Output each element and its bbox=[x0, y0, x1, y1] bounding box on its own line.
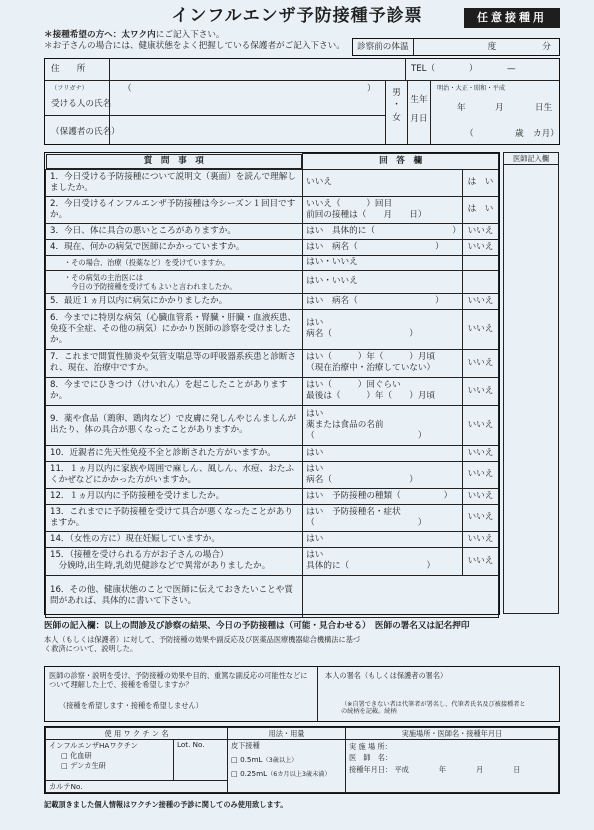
signature-note: （※自署できない者は代筆者が署名し、代筆者氏名及び被接種者との続柄を記載。続柄 bbox=[341, 701, 526, 716]
answer-option[interactable]: いいえ bbox=[463, 223, 499, 239]
date-era: 平成 bbox=[394, 764, 409, 774]
question-row bbox=[46, 488, 499, 504]
furigana-label: （フリガナ） bbox=[51, 85, 88, 92]
question-header: 質 問 事 項 bbox=[46, 154, 303, 169]
furigana-close: ） bbox=[367, 84, 376, 94]
vaccination-record bbox=[44, 726, 560, 794]
answer-field[interactable]: いいえ（ ）回目 前回の接種は（ 月 日） bbox=[303, 196, 463, 223]
temperature-min-label: 分 bbox=[542, 41, 551, 52]
answer-field[interactable]: はい bbox=[303, 445, 463, 461]
birth-year-label: 年 bbox=[457, 103, 466, 113]
answer-field[interactable]: はい・いいえ bbox=[303, 270, 463, 293]
question-row bbox=[46, 196, 499, 223]
dose-option-0-25ml[interactable]: □ 0.25mL bbox=[231, 768, 268, 778]
question-row bbox=[46, 445, 499, 461]
answer-option[interactable]: いいえ bbox=[463, 293, 499, 309]
answer-field[interactable] bbox=[303, 575, 499, 617]
question-row bbox=[46, 293, 499, 309]
temperature-label: 診察前の体温 bbox=[353, 39, 414, 55]
answer-option[interactable]: いいえ bbox=[463, 488, 499, 504]
answer-option[interactable]: は い bbox=[463, 169, 499, 196]
question-row bbox=[46, 270, 499, 293]
address-label: 住 所 bbox=[51, 64, 86, 74]
answer-field[interactable]: はい 病名（ ） bbox=[303, 293, 463, 309]
question-text: 2．今日受けるインフルエンザ予防接種は今シーズン１回目ですか。 bbox=[46, 196, 303, 223]
answer-header: 回 答 欄 bbox=[303, 154, 499, 170]
age-open: （ bbox=[465, 129, 474, 139]
consent-section bbox=[44, 666, 560, 722]
question-text: 7．これまで間質性肺炎や気管支喘息等の呼吸器系疾患と診断され、現在、治療中ですか。 bbox=[46, 349, 303, 377]
birth-month-label: 月 bbox=[495, 103, 504, 113]
doctor-entry-label: 医師の記入欄： bbox=[44, 621, 105, 631]
doctor-entry-section bbox=[44, 621, 560, 653]
doctor-entry-text: 以上の問診及び診察の結果、今日の予防接種は（可能・見合わせる） bbox=[104, 621, 367, 631]
answer-option[interactable]: いいえ bbox=[463, 309, 499, 349]
birth-day-label: 日生 bbox=[535, 103, 553, 113]
question-row bbox=[46, 405, 499, 445]
question-text: ・その場合、治療（投薬など）を受けていますか。 bbox=[46, 255, 303, 270]
question-text: ・その病気の主治医には 今日の予防接種を受けてもよいと言われましたか。 bbox=[46, 270, 303, 293]
answer-field[interactable]: はい・いいえ bbox=[303, 255, 463, 270]
age-months-label: カ月） bbox=[533, 129, 559, 139]
answer-option[interactable] bbox=[463, 270, 499, 293]
dose-note-0-5ml: （3歳以上） bbox=[262, 756, 298, 764]
question-text: 16．その他、健康状態のことで医師に伝えておきたいことや質問があれば、具体的に書いて下さい。 bbox=[46, 575, 303, 617]
answer-field[interactable]: はい（ ）年（ ）月頃 （現在治療中・治療していない） bbox=[303, 349, 463, 377]
birth-label-2: 月日 bbox=[410, 113, 428, 124]
answer-option[interactable]: いいえ bbox=[463, 547, 499, 575]
answer-option[interactable]: いいえ bbox=[463, 461, 499, 488]
consent-text: 医師の診察・説明を受け、予防接種の効果や目的、重篤な副反応の可能性などについて理解した上で、接種を希望しますか？ bbox=[49, 671, 308, 690]
question-row bbox=[46, 239, 499, 255]
doctor-entry-note: 本人（もしくは保護者）に対して、予防接種の効果や副反応及び医薬品医療機器総合機構法に基づく救済について、説明した。 bbox=[44, 635, 361, 654]
vaccine-header: 使 用 ワ ク チ ン 名 bbox=[46, 728, 228, 740]
doctor-sign-label: 医師の署名又は記名押印 bbox=[374, 621, 470, 631]
doctor-notes-column[interactable] bbox=[503, 152, 559, 614]
question-row bbox=[46, 349, 499, 377]
question-row bbox=[46, 223, 499, 239]
instruction-bold: 太ワク内 bbox=[121, 30, 156, 40]
place-label[interactable]: 実 施 場 所： bbox=[349, 742, 392, 752]
answer-option[interactable]: いいえ bbox=[463, 445, 499, 461]
answer-field[interactable]: はい 予防接種の種類（ ） bbox=[303, 488, 463, 504]
sex-dot: ・ bbox=[392, 100, 401, 111]
birth-label bbox=[408, 91, 430, 129]
era-options[interactable]: 明治・大正・昭和・平成 bbox=[437, 85, 506, 92]
vaccine-name: インフルエンザHAワクチン bbox=[49, 741, 138, 751]
answer-field[interactable]: はい 具体的に（ ） bbox=[303, 547, 463, 575]
question-text: 15．（接種を受けられる方がお子さんの場合） 分娩時,出生時,乳幼児健診などで異常がありましたか。 bbox=[46, 547, 303, 575]
karte-number[interactable]: カルテNo. bbox=[46, 780, 228, 792]
answer-field[interactable]: いいえ bbox=[303, 169, 463, 196]
answer-field[interactable]: はい 病名（ ） bbox=[303, 461, 463, 488]
tel-close: ） bbox=[469, 64, 478, 74]
address-row[interactable] bbox=[45, 59, 559, 81]
date-month: 月 bbox=[476, 764, 484, 774]
answer-field[interactable]: はい 具体的に（ ） bbox=[303, 223, 463, 239]
guardian-input[interactable] bbox=[111, 117, 383, 143]
question-row bbox=[46, 575, 499, 617]
question-text: 11．１ヵ月以内に家族や周囲で麻しん、風しん、水痘、おたふくかぜなどにかかった方がいますか。 bbox=[46, 461, 303, 488]
sex-female[interactable]: 女 bbox=[392, 112, 401, 123]
question-text: 8．今までにひきつけ（けいれん）を起こしたことがありますか。 bbox=[46, 377, 303, 405]
guardian-label: （保護者の氏名） bbox=[51, 127, 120, 137]
question-row bbox=[46, 531, 499, 547]
signature-label: 本人の署名（もしくは保護者の署名） bbox=[325, 671, 448, 680]
maker-option-kaketsuken[interactable]: □ 化血研 bbox=[61, 751, 92, 761]
usage-badge: 任意接種用 bbox=[464, 8, 560, 28]
question-row bbox=[46, 461, 499, 488]
questionnaire-table bbox=[44, 152, 500, 615]
personal-info-section bbox=[44, 58, 560, 145]
question-text: 6．今までに特別な病気（心臓血管系・腎臓・肝臓・血液疾患、免疫不全症、その他の病気）にかかり医師の診察を受けましたか。 bbox=[46, 309, 303, 349]
doctor-column-header: 医師記入欄 bbox=[504, 153, 558, 165]
dose-note-0-25ml: （6カ月以上3歳未満） bbox=[267, 770, 331, 778]
date-label: 接種年月日： bbox=[349, 764, 393, 774]
answer-option[interactable]: いいえ bbox=[463, 377, 499, 405]
question-text: 10．近親者に先天性免疫不全と診断された方がいますか。 bbox=[46, 445, 303, 461]
place-header: 実施場所・医師名・接種年月日 bbox=[346, 728, 559, 740]
lot-number-field[interactable] bbox=[177, 750, 224, 776]
answer-option[interactable] bbox=[463, 255, 499, 270]
question-text: 5．最近１ヵ月以内に病気にかかりましたか。 bbox=[46, 293, 303, 309]
question-text: 14．（女性の方に）現在妊娠していますか。 bbox=[46, 531, 303, 547]
dose-option-0-5ml[interactable]: □ 0.5mL bbox=[231, 754, 263, 764]
answer-option[interactable]: いいえ bbox=[463, 405, 499, 445]
answer-field[interactable]: はい 薬または食品の名前 （ ） bbox=[303, 405, 463, 445]
route-label: 皮下接種 bbox=[231, 741, 260, 751]
doctor-name-label[interactable]: 医 師 名： bbox=[349, 753, 393, 763]
date-row[interactable] bbox=[349, 764, 555, 775]
tel-dash: — bbox=[507, 64, 516, 74]
maker-option-denka[interactable]: □ デンカ生研 bbox=[61, 761, 106, 771]
question-text: 3．今日、体に具合の悪いところがありますか。 bbox=[46, 223, 303, 239]
instruction-line-2: ＊お子さんの場合には、健康状態をよく把握している保護者がご記入下さい。 bbox=[44, 41, 345, 51]
question-row bbox=[46, 504, 499, 531]
tel-label: TEL（ bbox=[411, 64, 436, 74]
usage-header: 用法・用量 bbox=[228, 728, 346, 740]
privacy-footer: 記載頂きました個人情報はワクチン接種の予診に関してのみ使用致します。 bbox=[44, 800, 288, 809]
answer-field[interactable]: はい 病名（ ） bbox=[303, 239, 463, 255]
birth-label-1: 生年 bbox=[410, 95, 428, 105]
instruction-rest: にご記入下さい。 bbox=[155, 30, 225, 40]
name-input[interactable] bbox=[111, 82, 383, 114]
question-text: 1．今日受ける予防接種について説明文（裏面）を読んで理解しましたか。 bbox=[46, 169, 303, 196]
temperature-deg-label: 度 bbox=[487, 41, 497, 52]
question-row bbox=[46, 547, 499, 575]
answer-option[interactable]: いいえ bbox=[463, 531, 499, 547]
age-years-label: 歳 bbox=[515, 129, 524, 139]
question-text: 4．現在、何かの病気で医師にかかっていますか。 bbox=[46, 239, 303, 255]
question-row bbox=[46, 309, 499, 349]
question-text: 12．１ヵ月以内に予防接種を受けましたか。 bbox=[46, 488, 303, 504]
name-label: 受ける人の氏名 bbox=[51, 99, 112, 109]
answer-field[interactable]: はい（ ）回ぐらい 最後は（ ）年（ ）月頃 bbox=[303, 377, 463, 405]
sex-selector[interactable] bbox=[386, 87, 407, 124]
answer-field[interactable]: はい 予防接種名・症状 （ ） bbox=[303, 504, 463, 531]
question-row bbox=[46, 169, 499, 196]
question-row bbox=[46, 255, 499, 270]
answer-option[interactable]: は い bbox=[463, 196, 499, 223]
furigana-open: （ bbox=[123, 84, 132, 94]
instructions bbox=[44, 30, 364, 52]
answer-field[interactable]: はい bbox=[303, 531, 463, 547]
instruction-label: ＊接種希望の方へ： bbox=[44, 30, 122, 40]
date-year: 年 bbox=[438, 764, 447, 774]
answer-option[interactable]: いいえ bbox=[463, 504, 499, 531]
answer-option[interactable]: いいえ bbox=[463, 239, 499, 255]
date-day: 日 bbox=[513, 764, 521, 774]
lot-number-label: Lot. No. bbox=[177, 740, 205, 750]
answer-option[interactable]: いいえ bbox=[463, 349, 499, 377]
consent-choice[interactable]: （接種を希望します・接種を希望しません） bbox=[59, 701, 203, 710]
question-text: 13．これまでに予防接種を受けて具合が悪くなったことがありますか。 bbox=[46, 504, 303, 531]
question-row bbox=[46, 377, 499, 405]
temperature-box bbox=[352, 38, 560, 56]
page-title: インフルエンザ予防接種予診票 bbox=[171, 6, 423, 26]
question-text: 9．薬や食品（鶏卵、鶏肉など）で皮膚に発しんやじんましんが出たり、体の具合が悪くなったことがありますか。 bbox=[46, 405, 303, 445]
sex-male[interactable]: 男 bbox=[392, 88, 401, 98]
answer-field[interactable]: はい 病名（ ） bbox=[303, 309, 463, 349]
